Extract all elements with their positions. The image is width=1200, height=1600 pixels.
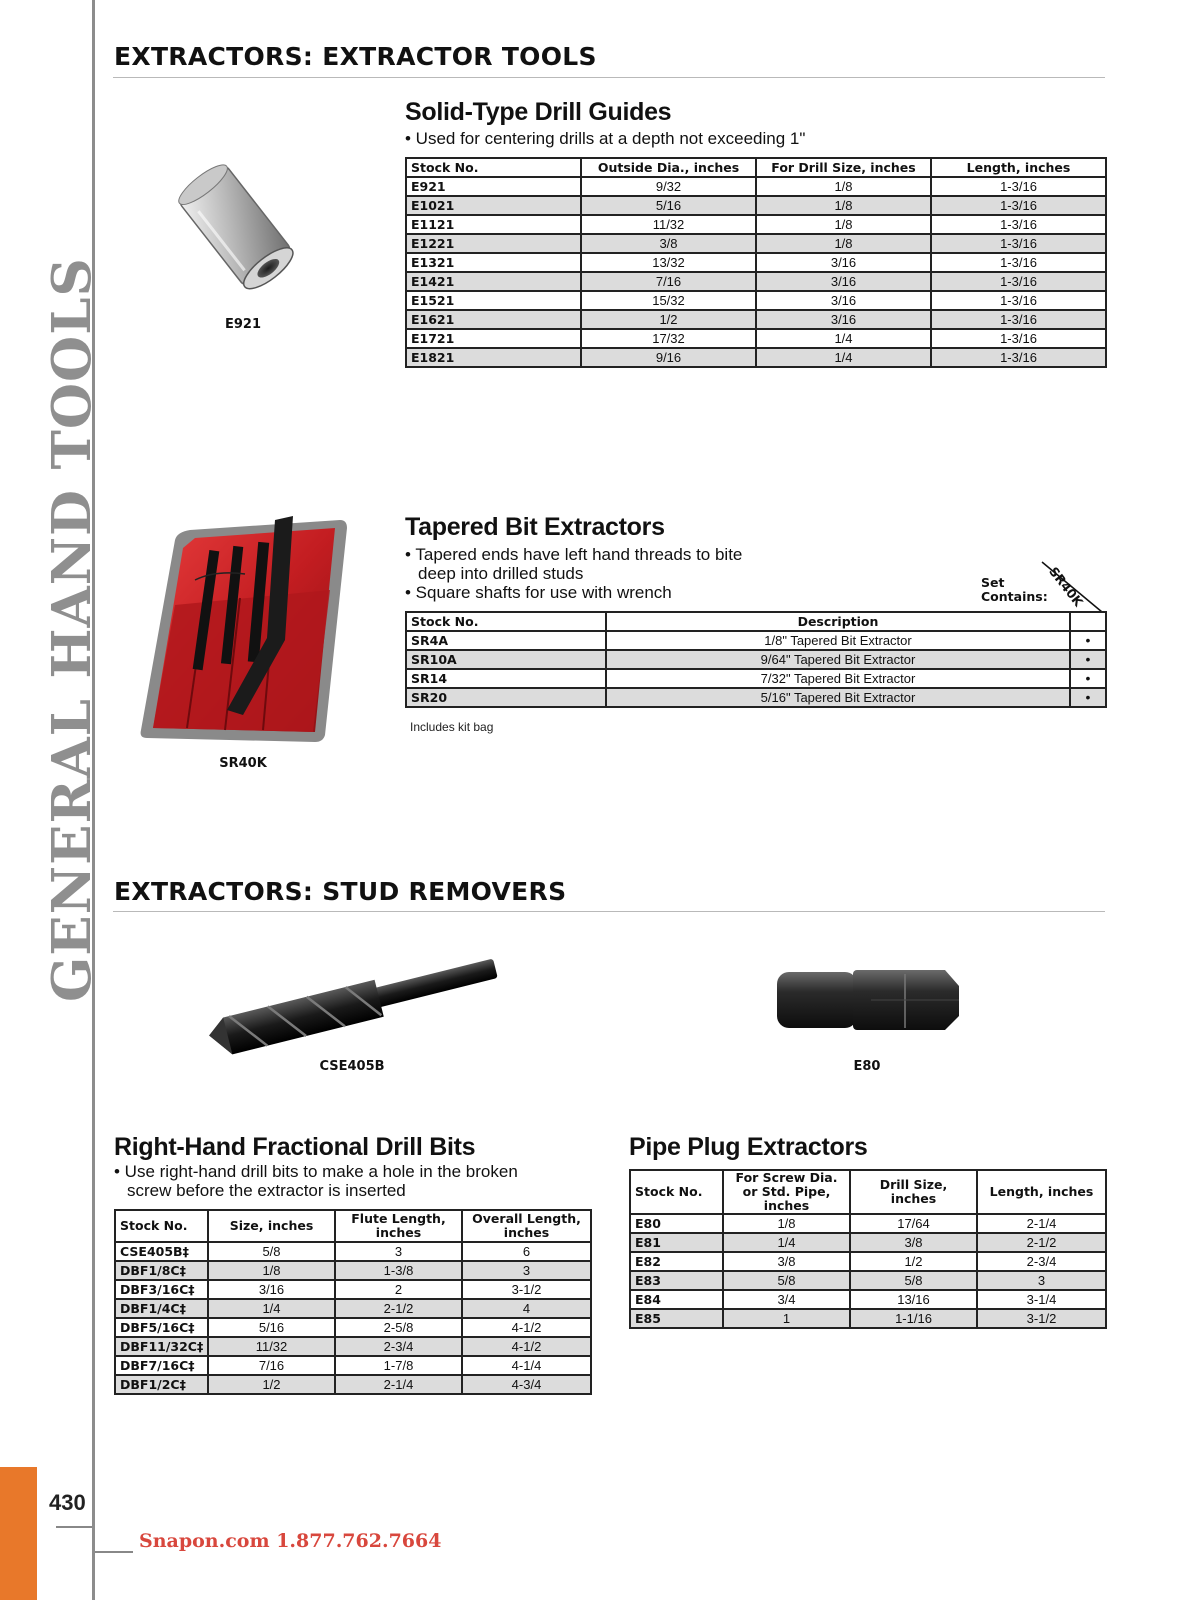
table-cell: 3-1/2 bbox=[977, 1309, 1106, 1328]
stock-number-cell: SR10A bbox=[406, 650, 606, 669]
table-cell: 15/32 bbox=[581, 291, 756, 310]
stock-number-cell: E1321 bbox=[406, 253, 581, 272]
stock-number-cell: E80 bbox=[630, 1214, 723, 1233]
table-row bbox=[630, 1233, 1106, 1252]
column-header: Stock No. bbox=[115, 1210, 208, 1242]
stock-number-cell: SR20 bbox=[406, 688, 606, 707]
table-cell: 4-3/4 bbox=[462, 1375, 591, 1394]
column-header: Length, inches bbox=[931, 158, 1106, 177]
table-cell: 2 bbox=[335, 1280, 462, 1299]
section-rule bbox=[113, 77, 1105, 78]
bullet-text: • Used for centering drills at a depth not exceeding 1" bbox=[405, 129, 806, 148]
stock-number-cell: E921 bbox=[406, 177, 581, 196]
column-header: Description bbox=[606, 612, 1070, 631]
stock-number-cell: E83 bbox=[630, 1271, 723, 1290]
table-cell: 1/8 bbox=[208, 1261, 335, 1280]
table-cell: 1/8" Tapered Bit Extractor bbox=[606, 631, 1070, 650]
column-header: Drill Size, inches bbox=[850, 1170, 977, 1214]
table-row bbox=[406, 669, 1106, 688]
set-contains-label bbox=[981, 576, 1048, 604]
table-row bbox=[630, 1309, 1106, 1328]
table-cell: 5/16 bbox=[208, 1318, 335, 1337]
table-cell: 3/16 bbox=[756, 291, 931, 310]
stock-number-cell: DBF1/2C‡ bbox=[115, 1375, 208, 1394]
table-cell: 1/8 bbox=[723, 1214, 850, 1233]
table-header-row bbox=[406, 612, 1106, 631]
bullet-text: • Square shafts for use with wrench bbox=[405, 583, 672, 602]
column-header: Outside Dia., inches bbox=[581, 158, 756, 177]
table-cell: 1/8 bbox=[756, 196, 931, 215]
table-cell: 3/8 bbox=[723, 1252, 850, 1271]
table-row bbox=[406, 631, 1106, 650]
table-cell: 1-1/16 bbox=[850, 1309, 977, 1328]
page-number-rule bbox=[56, 1526, 92, 1528]
table-row bbox=[406, 272, 1106, 291]
table-cell: 3/16 bbox=[756, 253, 931, 272]
column-header: Flute Length, inches bbox=[335, 1210, 462, 1242]
table-cell: 2-5/8 bbox=[335, 1318, 462, 1337]
tapered-extractors-title: Tapered Bit Extractors bbox=[405, 513, 665, 541]
stock-number-cell: DBF1/8C‡ bbox=[115, 1261, 208, 1280]
table-cell: 5/8 bbox=[208, 1242, 335, 1261]
stock-number-cell: SR4A bbox=[406, 631, 606, 650]
footer-contact: Snapon.com 1.877.762.7664 bbox=[139, 1530, 442, 1552]
table-cell: 2-3/4 bbox=[977, 1252, 1106, 1271]
table-row bbox=[406, 291, 1106, 310]
stock-number-cell: E1621 bbox=[406, 310, 581, 329]
bullet-text: • Tapered ends have left hand threads to bite bbox=[405, 545, 743, 564]
table-row bbox=[115, 1242, 591, 1261]
table-cell: 3/8 bbox=[850, 1233, 977, 1252]
table-cell: 1-3/8 bbox=[335, 1261, 462, 1280]
table-cell: 1/2 bbox=[208, 1375, 335, 1394]
table-header-row bbox=[406, 158, 1106, 177]
table-header-row bbox=[115, 1210, 591, 1242]
table-row bbox=[406, 253, 1106, 272]
bullet-text: deep into drilled studs bbox=[418, 564, 584, 583]
table-cell: 1-3/16 bbox=[931, 310, 1106, 329]
table-row bbox=[406, 650, 1106, 669]
table-row bbox=[115, 1375, 591, 1394]
table-cell: 2-1/4 bbox=[977, 1214, 1106, 1233]
table-cell: 1-3/16 bbox=[931, 348, 1106, 367]
table-cell: 1/2 bbox=[850, 1252, 977, 1271]
table-cell: 3-1/4 bbox=[977, 1290, 1106, 1309]
table-row bbox=[406, 310, 1106, 329]
drill-bits-table bbox=[114, 1209, 592, 1395]
table-cell: 17/32 bbox=[581, 329, 756, 348]
stock-number-cell: E1421 bbox=[406, 272, 581, 291]
table-cell: 1/2 bbox=[581, 310, 756, 329]
table-row bbox=[406, 329, 1106, 348]
table-cell: 3 bbox=[335, 1242, 462, 1261]
stock-number-cell: E81 bbox=[630, 1233, 723, 1252]
table-row bbox=[630, 1214, 1106, 1233]
image-caption-e80: E80 bbox=[853, 1059, 881, 1074]
drill-guides-table bbox=[405, 157, 1107, 368]
table-cell: 5/8 bbox=[723, 1271, 850, 1290]
table-cell: 17/64 bbox=[850, 1214, 977, 1233]
column-header: For Screw Dia. or Std. Pipe, inches bbox=[723, 1170, 850, 1214]
table-cell: 6 bbox=[462, 1242, 591, 1261]
table-row bbox=[630, 1290, 1106, 1309]
table-row bbox=[115, 1299, 591, 1318]
table-cell: 1-3/16 bbox=[931, 329, 1106, 348]
stock-number-cell: E84 bbox=[630, 1290, 723, 1309]
table-cell: 13/16 bbox=[850, 1290, 977, 1309]
table-cell: 1 bbox=[723, 1309, 850, 1328]
stock-number-cell: CSE405B‡ bbox=[115, 1242, 208, 1261]
section-rule bbox=[113, 911, 1105, 912]
chapter-tab bbox=[0, 1467, 37, 1600]
table-row bbox=[115, 1261, 591, 1280]
table-row bbox=[406, 196, 1106, 215]
table-cell: 1-3/16 bbox=[931, 291, 1106, 310]
table-cell: 5/8 bbox=[850, 1271, 977, 1290]
table-cell: 3/8 bbox=[581, 234, 756, 253]
bullet-text: • Use right-hand drill bits to make a hole in the broken bbox=[114, 1162, 518, 1181]
table-cell: 11/32 bbox=[581, 215, 756, 234]
table-cell: 1-3/16 bbox=[931, 253, 1106, 272]
column-header: Stock No. bbox=[406, 612, 606, 631]
table-footnote: Includes kit bag bbox=[410, 720, 494, 734]
image-caption-e921: E921 bbox=[224, 317, 262, 332]
table-cell: 9/32 bbox=[581, 177, 756, 196]
pipe-plug-title: Pipe Plug Extractors bbox=[629, 1133, 868, 1161]
table-cell: 9/64" Tapered Bit Extractor bbox=[606, 650, 1070, 669]
chapter-title: GENERAL HAND TOOLS bbox=[41, 257, 103, 1002]
column-header: Stock No. bbox=[406, 158, 581, 177]
pipe-plug-table bbox=[629, 1169, 1107, 1329]
table-cell: 1/8 bbox=[756, 177, 931, 196]
table-cell: 1/4 bbox=[756, 348, 931, 367]
image-caption-cse405b: CSE405B bbox=[319, 1059, 385, 1074]
stock-number-cell: E1021 bbox=[406, 196, 581, 215]
column-header: Length, inches bbox=[977, 1170, 1106, 1214]
table-cell: 1-3/16 bbox=[931, 177, 1106, 196]
stock-number-cell: E1721 bbox=[406, 329, 581, 348]
table-cell: 1/4 bbox=[756, 329, 931, 348]
table-cell: 3/4 bbox=[723, 1290, 850, 1309]
bullet-text: screw before the extractor is inserted bbox=[127, 1181, 406, 1200]
table-cell: 1/8 bbox=[756, 215, 931, 234]
set-contains-line: Set bbox=[981, 575, 1005, 590]
column-header: For Drill Size, inches bbox=[756, 158, 931, 177]
table-row bbox=[406, 215, 1106, 234]
table-cell: 2-1/4 bbox=[335, 1375, 462, 1394]
set-included-mark: • bbox=[1070, 669, 1106, 688]
set-column-label: SR40K bbox=[1046, 564, 1087, 610]
table-cell: 3 bbox=[462, 1261, 591, 1280]
table-cell: 2-1/2 bbox=[335, 1299, 462, 1318]
set-included-mark: • bbox=[1070, 688, 1106, 707]
set-included-mark: • bbox=[1070, 631, 1106, 650]
footer-rule bbox=[95, 1551, 133, 1553]
table-cell: 4-1/2 bbox=[462, 1337, 591, 1356]
table-cell: 4 bbox=[462, 1299, 591, 1318]
table-cell: 9/16 bbox=[581, 348, 756, 367]
table-cell: 2-3/4 bbox=[335, 1337, 462, 1356]
image-caption-sr40k: SR40K bbox=[219, 756, 267, 771]
table-cell: 5/16" Tapered Bit Extractor bbox=[606, 688, 1070, 707]
set-included-mark: • bbox=[1070, 650, 1106, 669]
column-header: Overall Length, inches bbox=[462, 1210, 591, 1242]
drill-guide-image bbox=[168, 160, 313, 305]
table-cell: 1-7/8 bbox=[335, 1356, 462, 1375]
table-row bbox=[115, 1280, 591, 1299]
tapered-extractors-table bbox=[405, 611, 1107, 708]
stock-number-cell: DBF1/4C‡ bbox=[115, 1299, 208, 1318]
table-row bbox=[406, 688, 1106, 707]
table-row bbox=[630, 1271, 1106, 1290]
stock-number-cell: E82 bbox=[630, 1252, 723, 1271]
tapered-extractors-description bbox=[405, 545, 742, 602]
drill-guides-description bbox=[405, 129, 805, 148]
table-cell: 1-3/16 bbox=[931, 272, 1106, 291]
set-contains-line: Contains: bbox=[981, 589, 1048, 604]
table-cell: 1/4 bbox=[723, 1233, 850, 1252]
stock-number-cell: DBF5/16C‡ bbox=[115, 1318, 208, 1337]
section-heading-stud-removers: EXTRACTORS: STUD REMOVERS bbox=[114, 877, 567, 906]
stock-number-cell: E1121 bbox=[406, 215, 581, 234]
stock-number-cell: DBF11/32C‡ bbox=[115, 1337, 208, 1356]
table-row bbox=[406, 177, 1106, 196]
drill-bits-description bbox=[114, 1162, 518, 1200]
drill-guides-title: Solid-Type Drill Guides bbox=[405, 98, 672, 126]
table-row bbox=[115, 1318, 591, 1337]
table-cell: 1/8 bbox=[756, 234, 931, 253]
section-heading-extractor-tools: EXTRACTORS: EXTRACTOR TOOLS bbox=[114, 42, 597, 71]
table-cell: 3/16 bbox=[756, 310, 931, 329]
stock-number-cell: DBF7/16C‡ bbox=[115, 1356, 208, 1375]
table-row bbox=[630, 1252, 1106, 1271]
column-header: Size, inches bbox=[208, 1210, 335, 1242]
pipe-plug-extractor-image bbox=[775, 966, 960, 1036]
table-row bbox=[406, 234, 1106, 253]
table-header-row bbox=[630, 1170, 1106, 1214]
table-cell: 13/32 bbox=[581, 253, 756, 272]
table-cell: 3-1/2 bbox=[462, 1280, 591, 1299]
table-cell: 1-3/16 bbox=[931, 234, 1106, 253]
column-header-set bbox=[1070, 612, 1106, 631]
stock-number-cell: E1821 bbox=[406, 348, 581, 367]
stock-number-cell: E1221 bbox=[406, 234, 581, 253]
table-cell: 3 bbox=[977, 1271, 1106, 1290]
table-row bbox=[406, 348, 1106, 367]
table-cell: 3/16 bbox=[756, 272, 931, 291]
table-cell: 7/16 bbox=[581, 272, 756, 291]
table-cell: 7/16 bbox=[208, 1356, 335, 1375]
table-cell: 3/16 bbox=[208, 1280, 335, 1299]
drill-bit-image bbox=[200, 950, 505, 1060]
extractor-kit-image bbox=[135, 510, 355, 750]
table-row bbox=[115, 1337, 591, 1356]
column-header: Stock No. bbox=[630, 1170, 723, 1214]
table-cell: 4-1/2 bbox=[462, 1318, 591, 1337]
drill-bits-title: Right-Hand Fractional Drill Bits bbox=[114, 1133, 476, 1161]
stock-number-cell: E85 bbox=[630, 1309, 723, 1328]
stock-number-cell: E1521 bbox=[406, 291, 581, 310]
table-cell: 1/4 bbox=[208, 1299, 335, 1318]
table-cell: 1-3/16 bbox=[931, 215, 1106, 234]
table-cell: 11/32 bbox=[208, 1337, 335, 1356]
stock-number-cell: DBF3/16C‡ bbox=[115, 1280, 208, 1299]
stock-number-cell: SR14 bbox=[406, 669, 606, 688]
table-row bbox=[115, 1356, 591, 1375]
table-cell: 2-1/2 bbox=[977, 1233, 1106, 1252]
table-cell: 7/32" Tapered Bit Extractor bbox=[606, 669, 1070, 688]
table-cell: 5/16 bbox=[581, 196, 756, 215]
table-cell: 1-3/16 bbox=[931, 196, 1106, 215]
page-number: 430 bbox=[49, 1490, 86, 1515]
table-cell: 4-1/4 bbox=[462, 1356, 591, 1375]
